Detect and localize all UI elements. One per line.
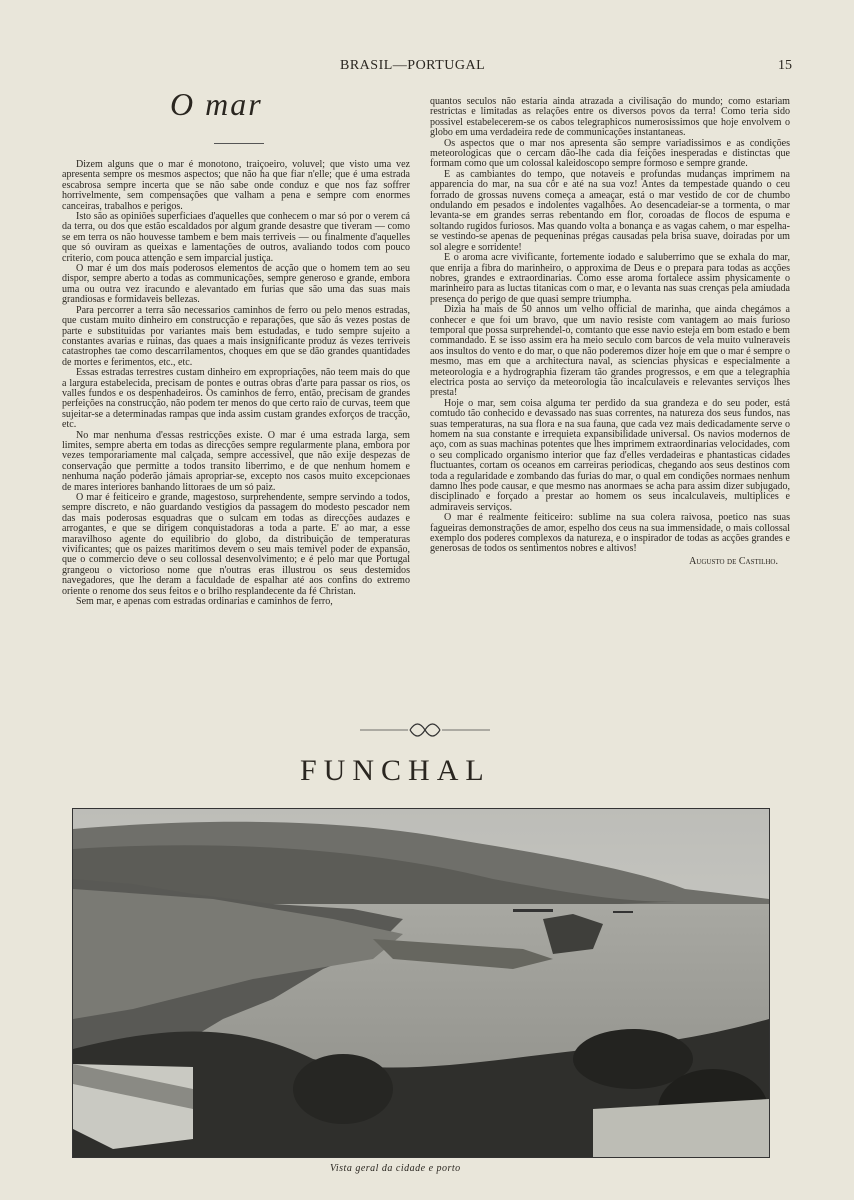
paragraph: Dizem alguns que o mar é monotono, traiçoeiro, voluvel; que visto uma vez apresenta sempre os mesmos aspectos; que não ha que fiar n'elle; que é uma estrada escabrosa sempre incerta que se não sabe onde conduz e que nos faz soffrer horrivelmente, sem compensações que valham a pena e sempre com enormes canceiras, trabalhos e perigos. bbox=[62, 159, 410, 212]
paragraph: Sem mar, e apenas com estradas ordinarias e caminhos de ferro, bbox=[76, 596, 333, 608]
harbor-photo bbox=[72, 808, 770, 1158]
title-divider bbox=[214, 143, 264, 144]
paragraph: E o aroma acre vivificante, fortemente iodado e saluberrimo que se exhala do mar, que enrija a fibra do marinheiro, o approxima de Deus e o prepara para todas as acções nobres, grandes e extraordinarias. Como esse aroma fortalece assim physicamente o marinheiro para as luctas titanicas com o mar, e o levanta nas suas crenças pela amiudada presença do perigo de que quasi sempre triumpha. bbox=[430, 252, 790, 305]
paragraph: No mar nenhuma d'essas restricções existe. O mar é uma estrada larga, sem limites, sempre aberta em todas as direcções sempre regularmente plana, embora por vezes temporariamente mal calçada, sempre accessivel, que não exije despezas de conservação que permitte a todos transito liberrimo, e de que nenhum homem e nenhuma nação poderão jámais apropriar-se, excepto nos casos muito excepcionaes de mares interiores banhando littoraes de um só paiz. bbox=[62, 429, 410, 493]
paragraph: E as cambiantes do tempo, que notaveis e profundas mudanças imprimem na apparencia do mar, na sua côr e até na sua voz! Antes da tempestade quando o ceu forrado de grossas nuvens começa a ameaçar, está o mar vestido de cor de chumbo ondulando em pesados e indolentes vagalhões. Ao desencadeiar-se a tormenta, o mar levanta-se em grandes serras rebentando em flor, coroadas de flocos de espuma e soltando rugidos furiosos. Mas quando volta a bonança e as vagas cahem, o mar espelha-se vestindo-se apenas de pequeninas prégas causadas pela brisa suave, doiradas por um sol alegre e sorridente! bbox=[430, 168, 790, 253]
paragraph: quantos seculos não estaria ainda atrazada a civilisação do mundo; como estariam restrictas e limitadas as relações entre os diversos povos da terra! Como teria sido possivel estabelecerem-se os cabos telegraphicos numerosissimos que hoje envolvem o globo em uma verdadeira rede de communicações instantaneas. bbox=[430, 96, 790, 139]
author-signature: Augusto de Castilho. bbox=[689, 555, 778, 567]
page-header bbox=[0, 58, 854, 78]
magazine-title: BRASIL—PORTUGAL bbox=[340, 58, 486, 73]
paragraph: Para percorrer a terra são necessarios caminhos de ferro ou pelo menos estradas, que custam muito dinheiro em construcção e reparações, que são ás vezes postas de parte e substituidas por variantes mais bem estudadas, e tudo sempre sujeito a constantes avarias e ruinas, das quaes a mais insignificante produz ás vezes terriveis catastrophes tae como descarrilamentos, choques em que se dão grandes quantidades de mortes e ferimentos, etc., etc. bbox=[62, 304, 410, 368]
paragraph: O mar é feiticeiro e grande, magestoso, surprehendente, sempre servindo a todos, sempre discreto, e não guardando vestigios da passagem do modesto pescador nem das mais poderosas esquadras que o sulcam em todas as direcções audazes e arrogantes, e que se dirigem conquistadoras a toda a parte. E' ao mar, a esse maravilhoso agente do equilibrio do globo, da distribuição de temperaturas vivificantes; que os paizes maritimos devem o seu mais temivel poder de expansão, que o commercio deve o seu collossal desenvolvimento; e é pelo mar que Portugal grangeou o victorioso nome que n'outras eras illustrou os seus destemidos navegadores, que lhe deram a faculdade de espalhar até aos confins do extremo oriente o renome dos seus feitos e o brilho resplandecente da fé Christan. bbox=[62, 492, 410, 597]
paragraph: Dizia ha mais de 50 annos um velho official de marinha, que ainda chegámos a conhecer e que foi um bravo, que um navio resiste com vantagem ao mais furioso temporal que possa surprehendel-o, comtanto que esse navio esteja em bom estado e bem commandado. E se isso assim era ha meio seculo com barcos de vela muito vulneraveis aos insultos do vento e do mar, o que não poderemos dizer hoje em que o mar é sempre o mesmo, mas em que a architectura naval, as sciencias physicas e especialmente a meteorologia e a hydrographia fizeram tão grandes progressos, e em que a telegraphia electrica posta ao serviço da meteorologia tão incalculaveis e relevantes serviços lhes presta! bbox=[430, 304, 790, 399]
photo-caption: Vista geral da cidade e porto bbox=[330, 1163, 461, 1174]
paragraph: Essas estradas terrestres custam dinheiro em expropriações, não teem mais do que a largura estabelecida, precisam de pontes e outras obras d'arte para passar os rios, os valles fundos e os despenhadeiros. Os caminhos de ferro, então, precisam de grandes perfeições na construcção, não podem ter menos do que certo raio de curvas, teem que sujeitar-se a determinadas rampas que inda assim custam grandes exforços de tracção, etc. bbox=[62, 367, 410, 431]
paragraph: Hoje o mar, sem coisa alguma ter perdido da sua grandeza e do seu poder, está comtudo tão conhecido e devassado nas suas correntes, na natureza dos seus fundos, nas suas temperaturas, na sua flora e na sua fauna, que cada vez mais dedicadamente serve o homem na sua constante e irrequieta expansibilidade universal. Os navios modernos de aço, com as suas machinas potentes que lhes imprimem extraordinarias velocidades, com o seu complicado organismo interior que faz d'elles verdadeiras e phantasticas cidades fluctuantes, cortam os oceanos em carreiras periodicas, chegando aos seus destinos com toda a regularidade e zombando das furias do mar, o qual em condições normaes nenhum damno lhes pode causar, e que mesmo nas anormaes se acha para assim dizer subjugado, disciplinado e forçado a prestar ao homem os seus incalculaveis, multiplices e admiraveis serviços. bbox=[430, 397, 790, 513]
paragraph: O mar é um dos mais poderosos elementos de acção que o homem tem ao seu dispor, sempre aberto a todas as communicações, sempre generoso e grande, embora uma ou outra vez iracundo e alevantado em furias que são uma das suas mais grandiosas e formidaveis bellezas. bbox=[62, 263, 410, 306]
paragraph: Os aspectos que o mar nos apresenta são sempre variadissimos e as condições meteorologicas que o cercam dão-lhe cada dia feições inesperadas e distinctas que formam como que um colossal kaleidoscopo sempre formoso e sempre grande. bbox=[430, 137, 790, 170]
page-number: 15 bbox=[778, 58, 792, 73]
left-column bbox=[62, 160, 410, 607]
ornament-divider bbox=[360, 720, 490, 740]
section-title: FUNCHAL bbox=[300, 754, 491, 787]
paragraph: Isto são as opiniões superficiaes d'aquelles que conhecem o mar só por o verem cá da terra, ou dos que estão escaldados por algum grande desastre que tiveram — como se em terra os não houvesse tambem e bem mais terriveis — ou finalmente d'aquelles que só ouviram as queixas e lamentações de outros, avaliando todos com pouco criterio, com pouca attenção e sem imparcial justiça. bbox=[62, 211, 410, 264]
article-title: O mar bbox=[170, 86, 263, 122]
paragraph: O mar é realmente feiticeiro: sublime na sua colera raivosa, poetico nas suas fagueiras demonstrações de amor, espelho dos ceus na sua immensidade, o mais collossal exemplo dos poderes complexos da natureza, e o inspirador de todas as acções grandes e generosas de todos os sentimentos nobres e altivos! bbox=[430, 512, 790, 555]
right-column bbox=[430, 97, 790, 567]
